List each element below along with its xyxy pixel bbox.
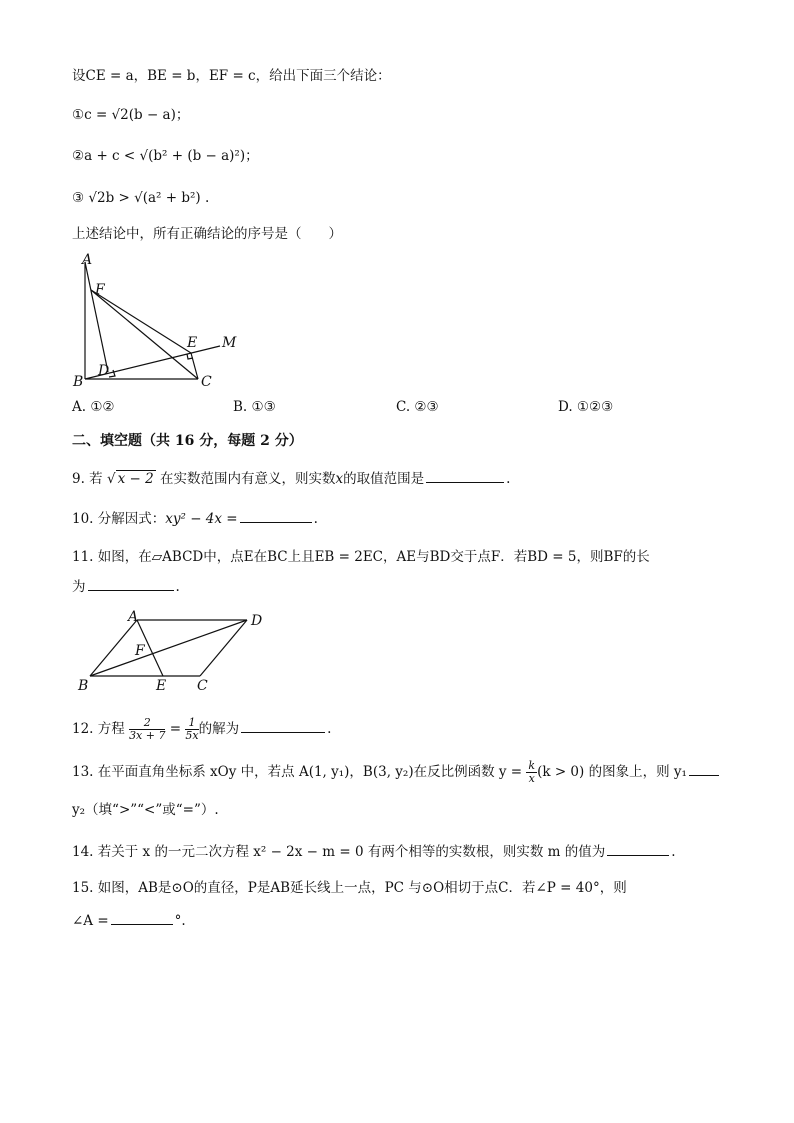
q10-pre: 10. 分解因式： (72, 511, 166, 527)
q11-answer-blank[interactable] (88, 589, 174, 591)
q14-text: 14. 若关于 x 的一元二次方程 x² − 2x − m = 0 有两个相等的实数根，则实数 m 的值为 (72, 844, 606, 860)
q8-conclusion-3: ③ √2b > √(a² + b²) . (72, 190, 210, 206)
q9-end: . (506, 471, 511, 487)
q11-figure (75, 608, 275, 693)
q15-line1: 15. 如图，AB是⊙O的直径，P是AB延长线上一点，PC 与⊙O相切于点C．若∠P = 40°，则 (72, 880, 627, 896)
label-A: A (82, 252, 93, 268)
q13-fraction (526, 760, 537, 785)
option-a: A. ①② (72, 399, 115, 415)
q8-conclusion-1: ①c = √2(b − a)； (72, 107, 190, 123)
q9-sqrt: √ x − 2 (106, 471, 154, 487)
q10-answer-blank[interactable] (240, 521, 312, 523)
q13-line2: y₂（填“>”“<”或“=”）. (72, 802, 219, 818)
q9-pre: 9. 若 (72, 471, 103, 487)
q11-line2 (72, 577, 180, 597)
q8-figure (70, 250, 250, 395)
label-M: M (222, 335, 237, 351)
q13-line1 (72, 757, 721, 787)
q12-pre: 12. 方程 (72, 721, 125, 737)
label-F: F (95, 282, 105, 298)
q8-intro: 设CE = a，BE = b，EF = c，给出下面三个结论： (72, 68, 391, 84)
q9-answer-blank[interactable] (426, 481, 504, 483)
q8-question: 上述结论中，所有正确结论的序号是（ ） (72, 226, 342, 242)
segment-EC (191, 353, 198, 379)
q15-answer-blank[interactable] (111, 923, 173, 925)
q9-var: x (335, 471, 344, 487)
q12-f1-den: 3x + 7 (129, 729, 166, 742)
q15-line2-text: ∠A = (72, 913, 109, 929)
q13-post: (k > 0) 的图象上，则 y₁ (537, 764, 687, 780)
q9 (72, 469, 510, 489)
q9-post1: 在实数范围内有意义，则实数 (159, 471, 336, 487)
label-E: E (156, 678, 167, 694)
q11-line1: 11. 如图，在▱ABCD中，点E在BC上且EB = 2EC，AE与BD交于点F．若BD = 5，则BF的长 (72, 549, 650, 565)
label-E: E (187, 335, 198, 351)
q13-f-num: k (528, 759, 536, 772)
q12-fraction-left (129, 717, 165, 742)
label-D: D (251, 613, 263, 629)
q12-f1-num: 2 (129, 717, 165, 730)
q10-end: . (313, 511, 318, 527)
section-title: 二、填空题（共 16 分，每题 2 分） (72, 433, 303, 449)
q9-post2: 的取值范围是 (343, 471, 425, 487)
q8-conclusion-2: ②a + c < √(b² + (b − a)²)； (72, 148, 259, 164)
label-F: F (135, 643, 145, 659)
q14-answer-blank[interactable] (607, 854, 669, 856)
q13-pre: 13. 在平面直角坐标系 xOy 中，若点 A(1, y₁)，B(3, y₂)在反比例函数 y = (72, 764, 523, 780)
q12-fraction-right (185, 717, 198, 742)
q12-f2-den: 5x (185, 729, 199, 742)
q9-radicand: x − 2 (117, 471, 154, 487)
q15-end: °. (174, 913, 186, 929)
q10-expr: xy² − 4x = (165, 511, 238, 527)
q12-post: 的解为 (198, 721, 240, 737)
option-c: C. ②③ (396, 399, 439, 415)
q11-end: . (175, 579, 180, 595)
label-B: B (78, 678, 89, 694)
q13-answer-blank[interactable] (689, 774, 719, 776)
q12-answer-blank[interactable] (241, 731, 325, 733)
option-d: D. ①②③ (558, 399, 614, 415)
q12-eq: = (169, 721, 182, 737)
q12-f2-num: 1 (185, 717, 198, 730)
q12 (72, 714, 331, 744)
segment-FE (91, 290, 191, 353)
label-C: C (201, 374, 212, 390)
label-B: B (73, 374, 84, 390)
q12-end: . (327, 721, 332, 737)
q11-line2-text: 为 (72, 579, 86, 595)
q14-end: . (671, 844, 676, 860)
option-b: B. ①③ (233, 399, 276, 415)
segment-AD (85, 262, 108, 372)
q10 (72, 509, 318, 529)
q13-f-den: x (528, 772, 535, 785)
q15-line2 (72, 911, 186, 931)
label-C: C (197, 678, 208, 694)
q14 (72, 842, 676, 862)
label-A: A (128, 609, 139, 625)
label-D: D (98, 363, 110, 379)
